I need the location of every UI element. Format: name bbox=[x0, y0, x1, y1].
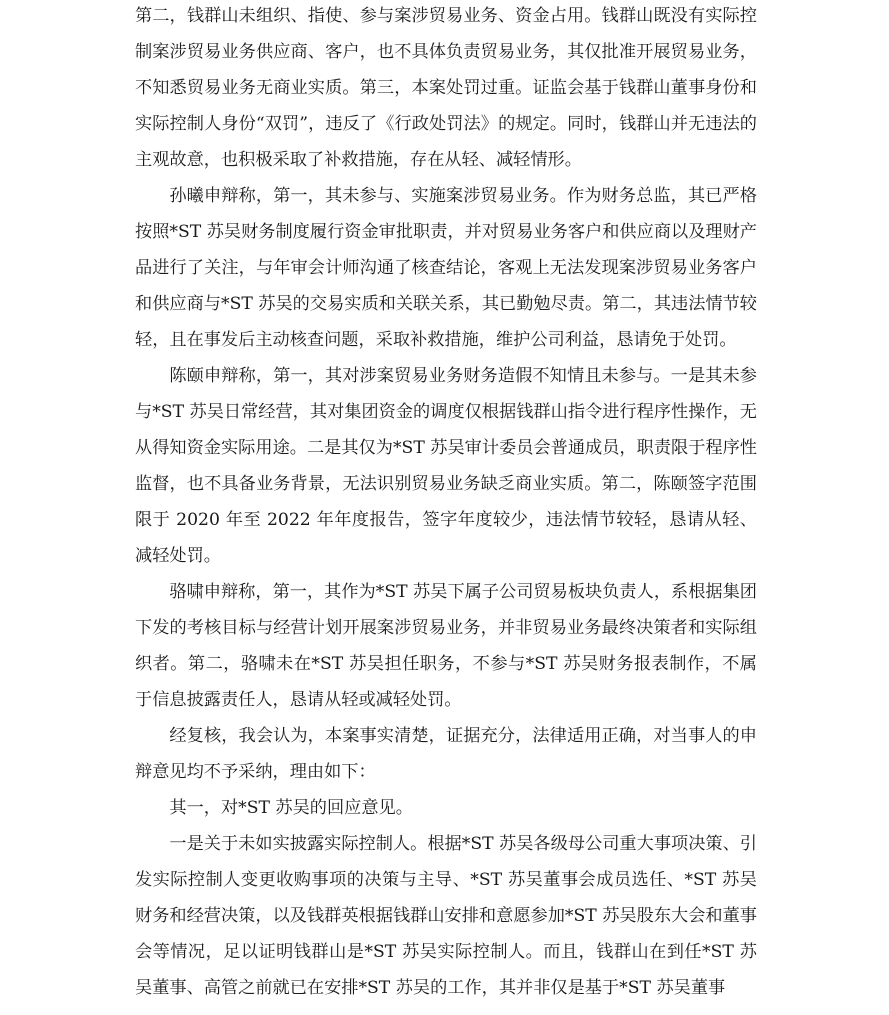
paragraph-sun-xi-defense: 孙曦申辩称，第一，其未参与、实施案涉贸易业务。作为财务总监，其已严格按照*ST 苏吴财务制度履行资金审批职责，并对贸易业务客户和供应商以及理财产品进行了关注，与年审会计师沟通了核查结论，客观上无法发现案涉贸易业务客户和供应商与*ST 苏吴的交易实质和关联关系，其已勤勉尽责。第二，其违法情节较轻，且在事发后主动核查问题，采取补救措施，维护公司利益，恳请免于处罚。 bbox=[135, 186, 757, 350]
paragraph-section-heading-first: 其一，对*ST 苏吴的回应意见。 bbox=[169, 798, 413, 818]
paragraph-actual-controller-response: 一是关于未如实披露实际控制人。根据*ST 苏吴各级母公司重大事项决策、引发实际控制人变更收购事项的决策与主导、*ST 苏吴董事会成员选任、*ST 苏吴财务和经营决策，以及钱群英根据钱群山安排和意愿参加*ST 苏吴股东大会和董事会等情况，足以证明钱群山是*ST 苏吴实际控制人。而且，钱群山在到任*ST 苏吴董事、高管之前就已在安排*ST 苏吴的工作，其并非仅是基于*ST 苏吴董事 bbox=[135, 834, 757, 998]
document-page bbox=[135, 0, 757, 1006]
paragraph-chen-yi-defense: 陈颐申辩称，第一，其对涉案贸易业务财务造假不知情且未参与。一是其未参与*ST 苏吴日常经营，其对集团资金的调度仅根据钱群山指令进行程序性操作，无从得知资金实际用途。二是其仅为*ST 苏吴审计委员会普通成员，职责限于程序性监督，也不具备业务背景，无法识别贸易业务缺乏商业实质。第二，陈颐签字范围限于 2020 年至 2022 年年度报告，签字年度较少，违法情节较轻，恳请从轻、减轻处罚。 bbox=[135, 366, 757, 566]
paragraph-qian-defense-continued: 第二，钱群山未组织、指使、参与案涉贸易业务、资金占用。钱群山既没有实际控制案涉贸易业务供应商、客户，也不具体负责贸易业务，其仅批准开展贸易业务，不知悉贸易业务无商业实质。第三，本案处罚过重。证监会基于钱群山董事身份和实际控制人身份“双罚”，违反了《行政处罚法》的规定。同时，钱群山并无违法的主观故意，也积极采取了补救措施，存在从轻、减轻情形。 bbox=[135, 6, 757, 170]
paragraph-review-conclusion: 经复核，我会认为，本案事实清楚，证据充分，法律适用正确，对当事人的申辩意见均不予采纳，理由如下： bbox=[135, 726, 757, 782]
paragraph-luo-xiao-defense: 骆啸申辩称，第一，其作为*ST 苏吴下属子公司贸易板块负责人，系根据集团下发的考核目标与经营计划开展案涉贸易业务，并非贸易业务最终决策者和实际组织者。第二，骆啸未在*ST 苏吴担任职务，不参与*ST 苏吴财务报表制作，不属于信息披露责任人，恳请从轻或减轻处罚。 bbox=[135, 582, 757, 710]
